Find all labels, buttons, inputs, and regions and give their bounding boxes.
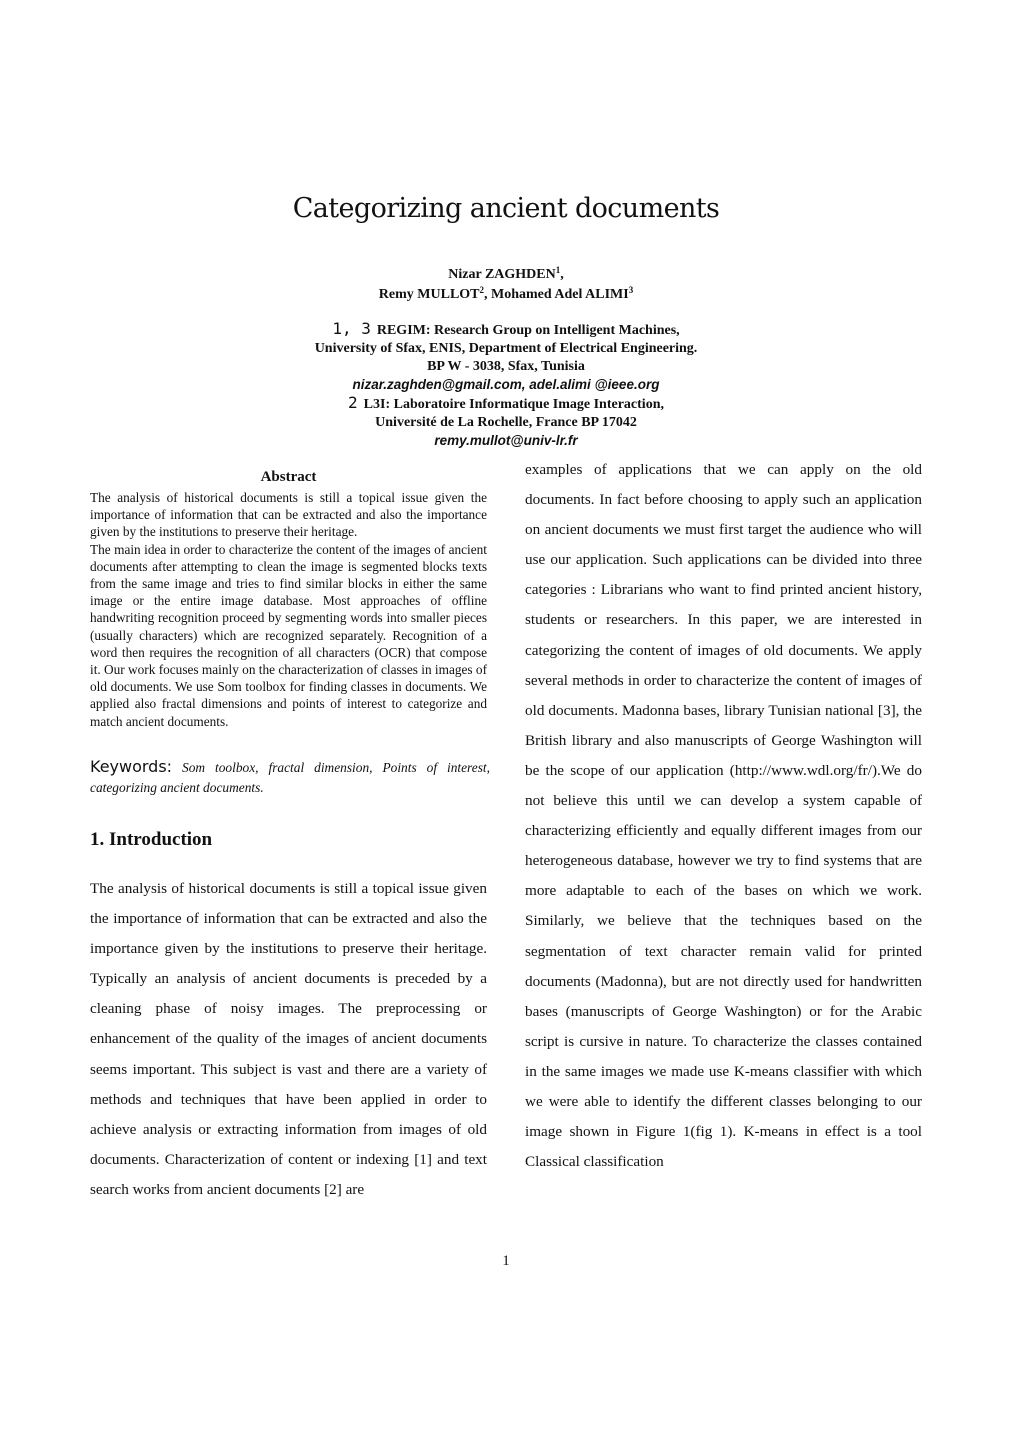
affiliation-2-line-2: Université de La Rochelle, France BP 17042: [375, 415, 637, 430]
affiliation-1-email: nizar.zaghden@gmail.com, adel.alimi @ieee.org: [352, 377, 660, 392]
affiliation-text: REGIM: Research Group on Intelligent Machines,: [376, 323, 680, 338]
affiliation-2-line-1: [0, 394, 1012, 414]
author-name: , Mohamed Adel ALIMI: [484, 287, 629, 302]
author-line-2: [0, 286, 1012, 304]
keywords-text: Som toolbox, fractal dimension, Points of interest, categorizing ancient documents.: [90, 760, 490, 795]
affiliation-1-line-1: [0, 320, 1012, 340]
author-separator: ,: [560, 267, 564, 282]
author-superscript: 3: [628, 285, 634, 295]
affiliation-marker: 1, 3: [332, 319, 371, 338]
affiliation-1-line-3: BP W - 3038, Sfax, Tunisia: [427, 359, 585, 374]
page-number: 1: [502, 1253, 510, 1269]
section-heading: 1. Introduction: [90, 829, 213, 850]
body-left-column: [90, 874, 487, 1205]
body-paragraph: The analysis of historical documents is still a topical issue given the importance of information that can be extracted and also the importance given by the institutions to preserve their heritage. Typically an analysis of ancient documents is preceded by a cleaning phase of noisy images. The preprocessing or enhancement of the quality of the images of ancient documents seems important. This subject is vast and there are a variety of methods and techniques that have been applied in order to achieve analysis or extracting information from images of old documents. Characterization of content or indexing [1] and text search works from ancient documents [2] are: [90, 880, 487, 1198]
author-line-1: [0, 266, 1012, 284]
affiliation-2-email: remy.mullot@univ-lr.fr: [434, 433, 578, 448]
abstract-body: [90, 489, 487, 730]
affiliation-marker: 2: [348, 393, 358, 412]
abstract-paragraph: The analysis of historical documents is still a topical issue given the importance of information that can be extracted and also the importance given by the institutions to preserve their heritage.: [90, 490, 487, 540]
body-right-column: [525, 455, 922, 1177]
abstract-heading: Abstract: [260, 469, 317, 485]
keywords-label: Keywords:: [90, 757, 173, 776]
affiliation-1-line-2: University of Sfax, ENIS, Department of Electrical Engineering.: [314, 341, 698, 356]
author-name: Nizar ZAGHDEN: [448, 267, 556, 282]
body-paragraph: examples of applications that we can apply on the old documents. In fact before choosing to apply such an application on ancient documents we must first target the audience who will use our application. Such applications can be divided into three categories : Librarians who want to find printed ancient history, students or researchers. In this paper, we are interested in categorizing the content of images of old documents. We apply several methods in order to characterize the content of images of old documents. Madonna bases, library Tunisian national [3], the British library and also manuscripts of George Washington will be the scope of our application (http://www.wdl.org/fr/).We do not believe this until we can develop a system capable of characterizing efficiently and equally different images from our heterogeneous database, however we try to find systems that are more adaptable to each of the bases on which we work. Similarly, we believe that the techniques based on the segmentation of text character remain valid for printed documents (Madonna), but are not directly used for handwritten bases (manuscripts of George Washington) or for the Arabic script is cursive in nature. To characterize the classes contained in the same images we made use K-means classifier with which we were able to identify the different classes belonging to our image shown in Figure 1(fig 1). K-means in effect is a tool Classical classification: [525, 461, 922, 1171]
affiliation-text: L3I: Laboratoire Informatique Image Interaction,: [363, 397, 664, 412]
author-superscript: 2: [479, 285, 485, 295]
abstract-paragraph: The main idea in order to characterize the content of the images of ancient documents after attempting to clean the image is segmented blocks texts from the same image and tries to find similar blocks in either the same image or the entire image database. Most approaches of offline handwriting recognition proceed by segmenting words into smaller pieces (usually characters) which are recognized separately. Recognition of a word then requires the recognition of all characters (OCR) that compose it. Our work focuses mainly on the characterization of classes in images of old documents. We use Som toolbox for finding classes in documents. We applied also fractal dimensions and points of interest to categorize and match ancient documents.: [90, 541, 487, 729]
paper-title: Categorizing ancient documents: [292, 193, 720, 224]
keywords: [90, 757, 490, 798]
author-superscript: 1: [555, 265, 561, 275]
author-name: Remy MULLOT: [378, 287, 480, 302]
